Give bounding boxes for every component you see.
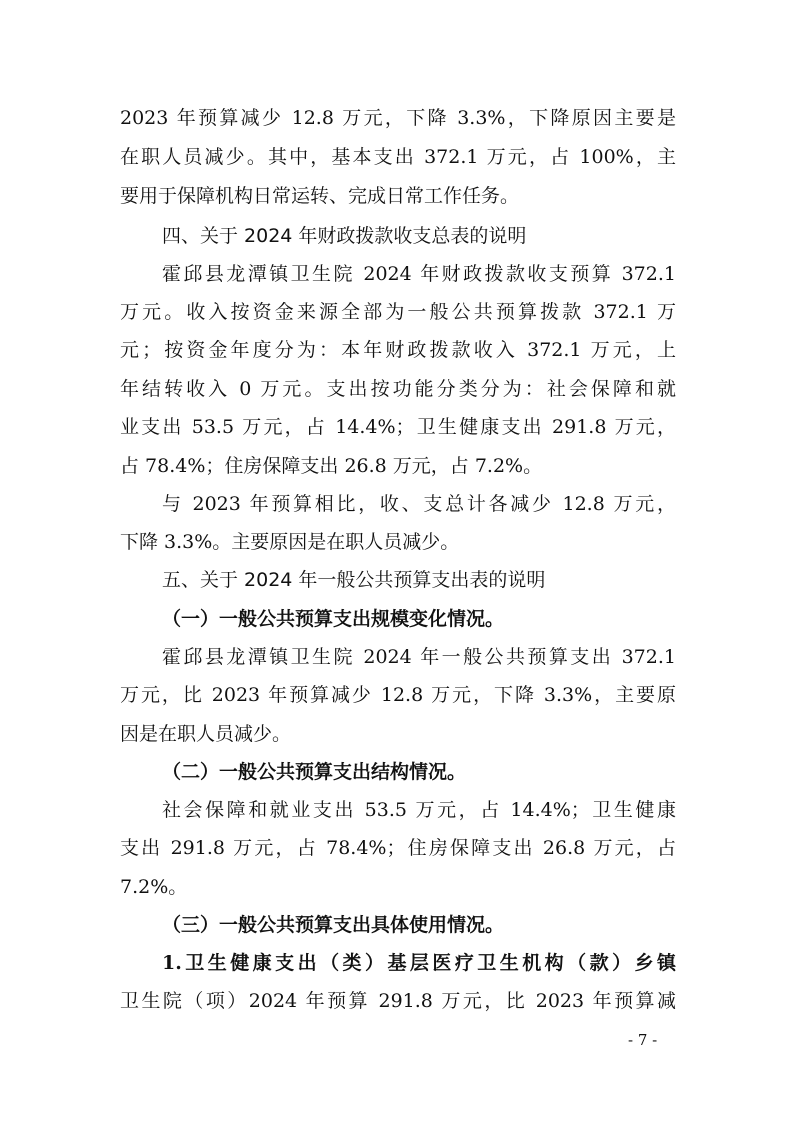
paragraph-line: 万元，比 2023 年预算减少 12.8 万元，下降 3.3%，主要原 — [120, 684, 676, 706]
paragraph-line: 万元。收入按资金来源全部为一般公共预算拨款 372.1 万 — [120, 301, 676, 323]
paragraph-line: 卫生院（项）2024 年预算 291.8 万元，比 2023 年预算减 — [120, 990, 676, 1012]
subsection-heading: （三）一般公共预算支出具体使用情况。 — [162, 914, 505, 936]
subsection-heading: （二）一般公共预算支出结构情况。 — [162, 761, 467, 783]
paragraph-line: 霍邱县龙潭镇卫生院 2024 年一般公共预算支出 372.1 — [162, 646, 676, 668]
paragraph-line: 在职人员减少。其中，基本支出 372.1 万元，占 100%，主 — [120, 146, 676, 168]
paragraph-line: 下降 3.3%。主要原因是在职人员减少。 — [120, 531, 460, 553]
paragraph-line: 因是在职人员减少。 — [120, 723, 292, 745]
subsection-heading: （一）一般公共预算支出规模变化情况。 — [162, 608, 505, 630]
paragraph-line: 支出 291.8 万元，占 78.4%；住房保障支出 26.8 万元，占 — [120, 837, 676, 859]
section-heading: 五、关于 2024 年一般公共预算支出表的说明 — [162, 569, 546, 591]
paragraph-line: 要用于保障机构日常运转、完成日常工作任务。 — [120, 185, 520, 207]
paragraph-line: 占 78.4%；住房保障支出 26.8 万元，占 7.2%。 — [120, 455, 543, 477]
paragraph-line: 2023 年预算减少 12.8 万元，下降 3.3%，下降原因主要是 — [120, 107, 676, 129]
paragraph-line: 年结转收入 0 万元。支出按功能分类分为：社会保障和就 — [120, 378, 676, 400]
paragraph-line: 与 2023 年预算相比，收、支总计各减少 12.8 万元， — [162, 493, 676, 515]
section-heading: 四、关于 2024 年财政拨款收支总表的说明 — [162, 225, 527, 247]
paragraph-line: 社会保障和就业支出 53.5 万元，占 14.4%；卫生健康 — [162, 799, 676, 821]
item-heading-line: 1.卫生健康支出（类）基层医疗卫生机构（款）乡镇 — [162, 952, 676, 974]
paragraph-line: 霍邱县龙潭镇卫生院 2024 年财政拨款收支预算 372.1 — [162, 263, 676, 285]
page-number: - 7 - — [628, 1031, 658, 1049]
paragraph-line: 7.2%。 — [120, 876, 188, 898]
paragraph-line: 元；按资金年度分为：本年财政拨款收入 372.1 万元，上 — [120, 339, 676, 361]
paragraph-line: 业支出 53.5 万元，占 14.4%；卫生健康支出 291.8 万元， — [120, 416, 676, 438]
